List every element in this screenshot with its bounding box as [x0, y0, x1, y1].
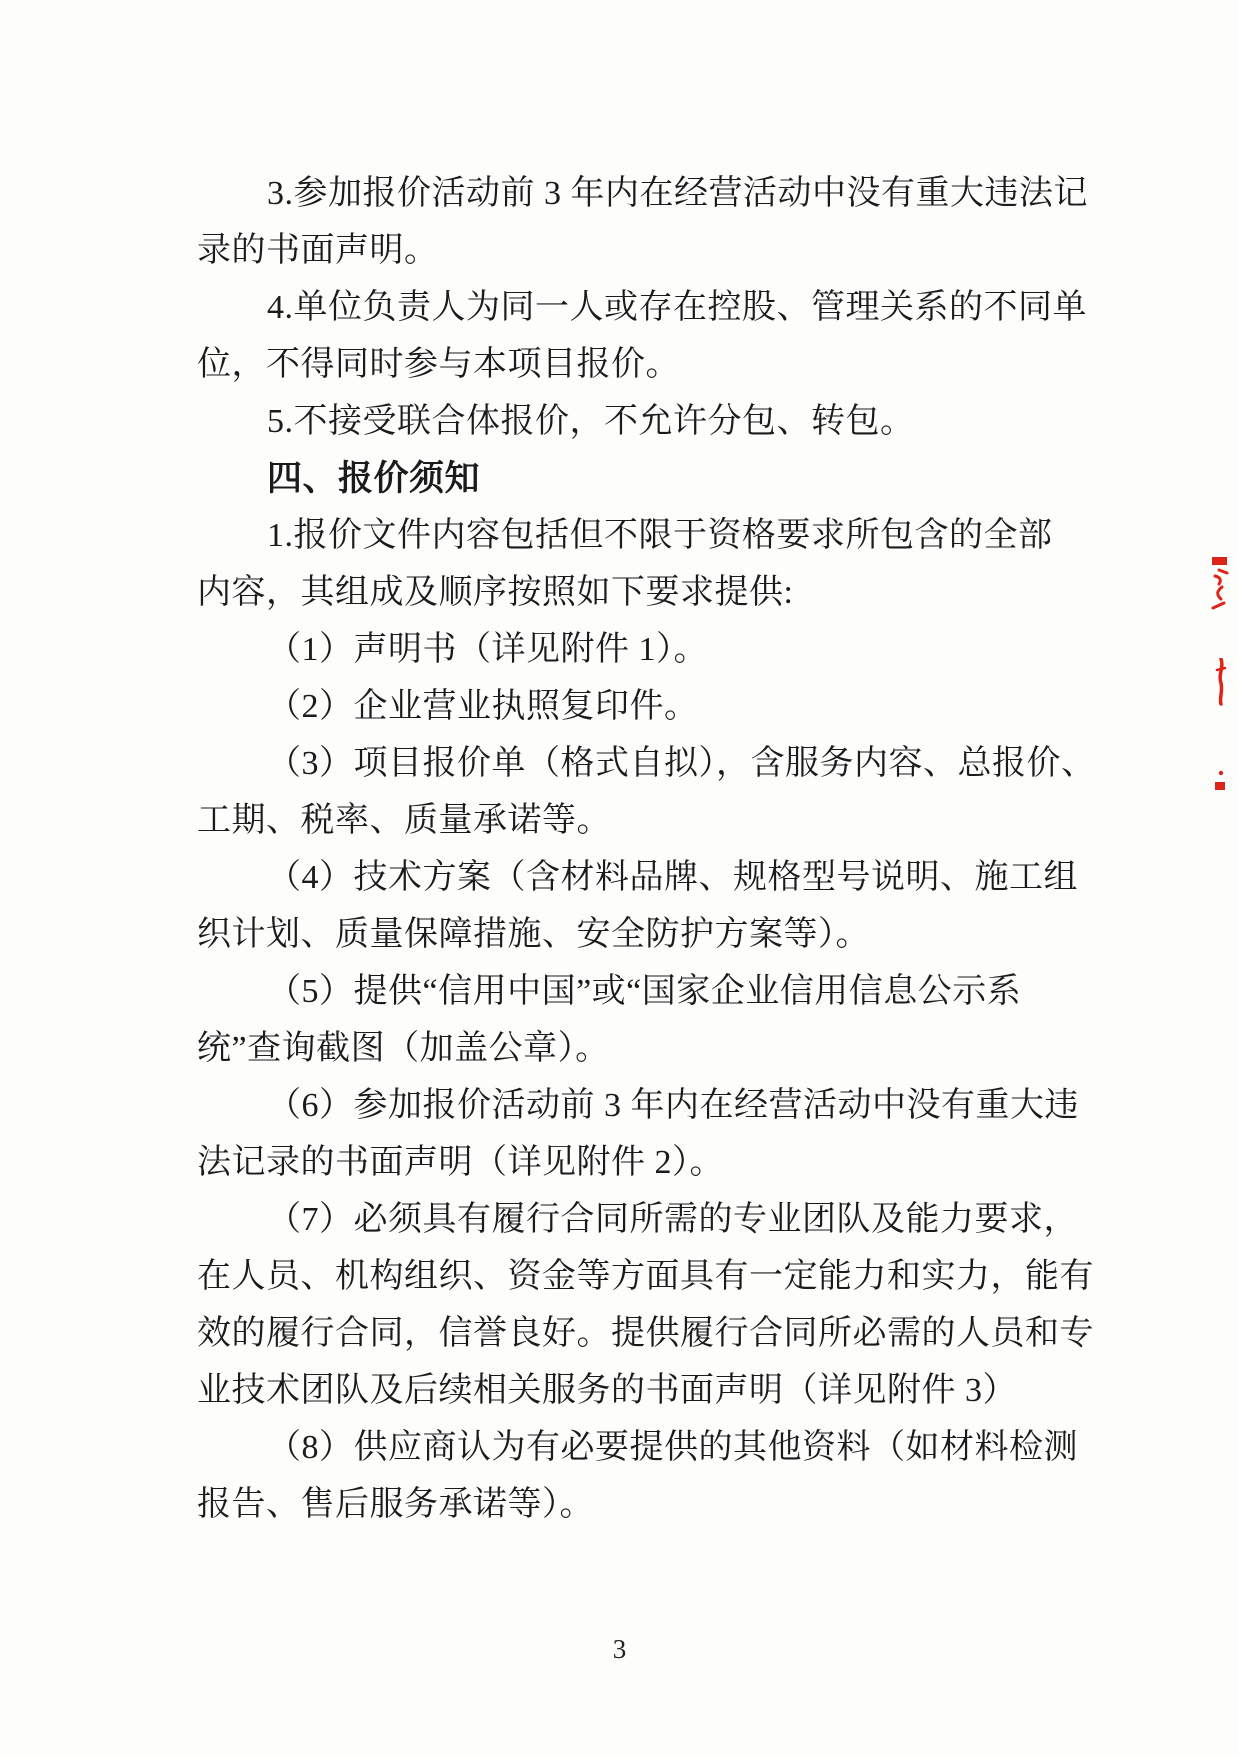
section-heading: 四、报价须知: [267, 459, 481, 498]
text-line: （3）项目报价单（格式自拟），含服务内容、总报价、: [267, 745, 1096, 782]
text-line: 1.报价文件内容包括但不限于资格要求所包含的全部: [267, 517, 1053, 554]
red-seal-mark-top-icon: [1210, 556, 1230, 625]
text-line: 效的履行合同，信誉良好。提供履行合同所必需的人员和专: [197, 1315, 1094, 1352]
text-line: 内容，其组成及顺序按照如下要求提供:: [197, 574, 794, 611]
text-line: 位，不得同时参与本项目报价。: [197, 346, 680, 383]
text-line: （8）供应商认为有必要提供的其他资料（如材料检测: [267, 1429, 1078, 1466]
text-line: 报告、售后服务承诺等）。: [197, 1486, 594, 1523]
text-line: （5）提供“信用中国”或“国家企业信用信息公示系: [267, 973, 1022, 1010]
text-line: 3.参加报价活动前 3 年内在经营活动中没有重大违法记: [267, 175, 1088, 212]
red-seal-mark-middle-icon: [1214, 658, 1228, 711]
text-line: 录的书面声明。: [197, 232, 439, 269]
text-line: （6）参加报价活动前 3 年内在经营活动中没有重大违: [267, 1087, 1079, 1124]
text-line: （2）企业营业执照复印件。: [267, 688, 699, 725]
text-line: 织计划、质量保障措施、安全防护方案等）。: [197, 916, 870, 953]
text-line: 法记录的书面声明（详见附件 2）。: [197, 1144, 724, 1181]
text-line: （7）必须具有履行合同所需的专业团队及能力要求，: [267, 1201, 1078, 1238]
text-line: （1）声明书（详见附件 1）。: [267, 631, 708, 668]
document-text-block: [197, 165, 1097, 1533]
red-seal-mark-bottom-icon: [1213, 770, 1227, 797]
page-number: 3: [612, 1634, 627, 1664]
text-line: （4）技术方案（含材料品牌、规格型号说明、施工组: [267, 859, 1078, 896]
text-line: 5.不接受联合体报价，不允许分包、转包。: [267, 403, 915, 440]
text-line: 工期、税率、质量承诺等。: [197, 802, 611, 839]
text-line: 4.单位负责人为同一人或存在控股、管理关系的不同单: [267, 289, 1087, 326]
text-line: 业技术团队及后续相关服务的书面声明（详见附件 3）: [197, 1372, 1017, 1409]
text-line: 统”查询截图（加盖公章）。: [197, 1030, 610, 1067]
text-line: 在人员、机构组织、资金等方面具有一定能力和实力，能有: [197, 1258, 1094, 1295]
